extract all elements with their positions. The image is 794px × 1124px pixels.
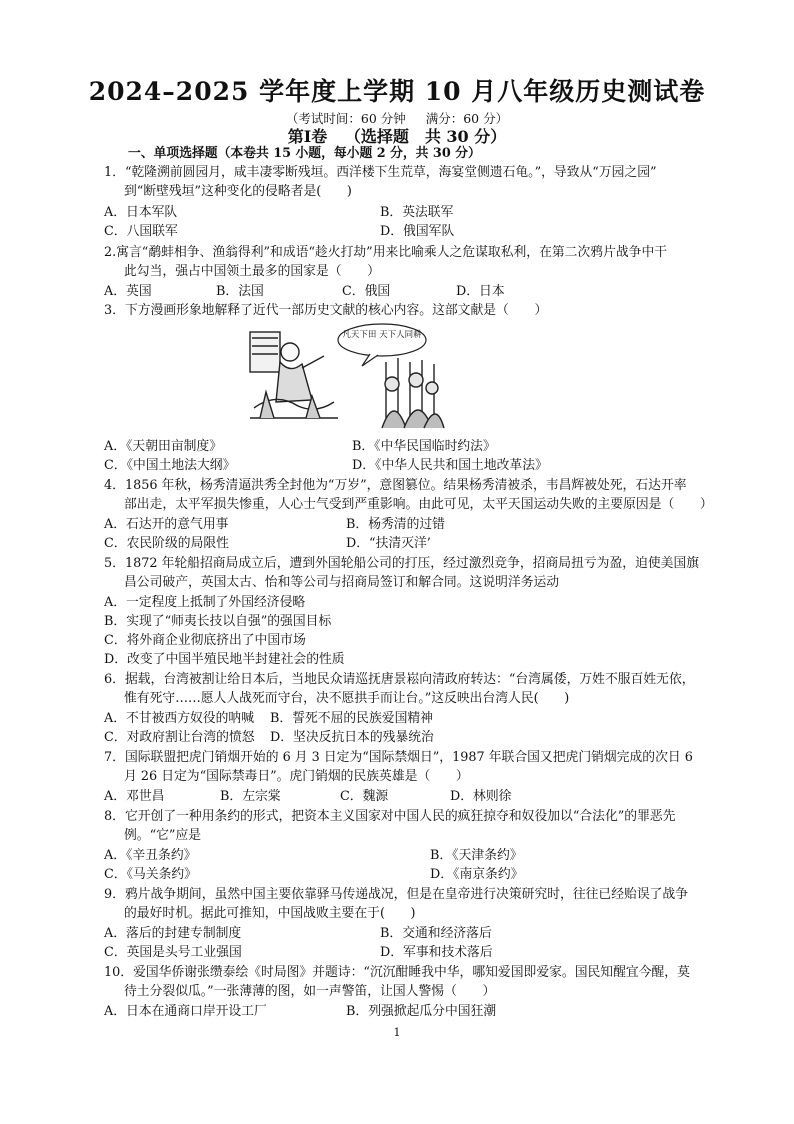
q10-stem-line2: 待土分裂似瓜。”一张薄薄的图，如一声警笛，让国人警惕（ ） <box>124 984 496 999</box>
q6-stem-line2: 惟有死守……愿人人战死而守台，决不愿拱手而让台。”这反映出台湾人民( ) <box>124 691 570 706</box>
page-number: 1 <box>393 1026 401 1039</box>
q1-option-d: D．俄国军队 <box>380 224 455 239</box>
q7-stem-line1: 7．国际联盟把虎门销烟开始的 6 月 3 日定为“国际禁烟日”，1987 年联合国又把虎门销烟完成的次日 6 <box>104 750 693 765</box>
q4-stem-line2: 部出走，太平军损失惨重，人心士气受到严重影响。由此可见，太平天国运动失败的主要原因是（ ） <box>124 497 713 512</box>
q3-option-d: D．《中华人民共和国土地改革法》 <box>352 458 548 473</box>
section-heading: 一、单项选择题（本卷共 15 小题，每小题 2 分，共 30 分） <box>128 146 481 161</box>
q8-option-b: B．《天津条约》 <box>430 848 523 863</box>
q6-stem-line1: 6．据载，台湾被割让给日本后，当地民众请巡抚唐景崧向清政府转达：“台湾属倭，万姓不服百姓无依， <box>104 672 695 687</box>
q5-stem-line1: 5．1872 年轮船招商局成立后，遭到外国轮船公司的打压，经过激烈竞争，招商局扭亏为盈，迫使美国旗 <box>104 556 700 571</box>
exam-score: 满分：60 分） <box>425 111 509 126</box>
q10-stem-line1: 10．爱国华侨谢张缵泰绘《时局图》并题诗：“沉沉酣睡我中华，哪知爱国即爱家。国民知醒宜今醒，莫 <box>104 965 690 980</box>
q9-option-d: D．军事和技术落后 <box>380 945 493 960</box>
q3-option-b: B．《中华民国临时约法》 <box>352 439 496 454</box>
land-system-cartoon <box>246 322 446 430</box>
cartoon-speech-text: 凡天下田 天下人同耕 <box>342 330 422 340</box>
q5-stem-line2: 昌公司破产，英国太古、怡和等公司与招商局签订和解合同。这说明洋务运动 <box>124 575 560 590</box>
q3-stem: 3．下方漫画形象地解释了近代一部历史文献的核心内容。这部文献是（ ） <box>104 303 548 318</box>
q10-option-b: B．列强掀起瓜分中国狂潮 <box>346 1004 497 1019</box>
part-heading <box>0 124 794 147</box>
q8-option-d: D．《南京条约》 <box>430 867 524 882</box>
q7-option-a: A．邓世昌 <box>104 789 165 804</box>
q2-stem-line1: 2.寓言“鹬蚌相争、渔翁得利”和成语“趁火打劫”用来比喻乘人之危谋取私利，在第二次鸦片战争中干 <box>104 245 668 260</box>
q9-option-c: C．英国是头号工业强国 <box>104 945 242 960</box>
q8-stem-line1: 8．它开创了一种用条约的形式，把资本主义国家对中国人民的疯狂掠夺和奴役加以“合法化”的罪恶先 <box>104 809 676 824</box>
exam-time: （考试时间：60 分钟 <box>285 111 406 126</box>
part-name: 第Ⅰ卷 <box>287 127 328 146</box>
q2-option-b: B．法国 <box>216 284 264 299</box>
q6-option-b: B．誓死不屈的民族爱国精神 <box>270 711 433 726</box>
q4-stem-line1: 4．1856 年秋，杨秀清逼洪秀全封他为“万岁”，意图篡位。结果杨秀清被杀，韦昌辉被处死，石达开率 <box>104 478 687 493</box>
q9-stem-line2: 的最好时机。据此可推知，中国战败主要在于( ) <box>124 906 416 921</box>
q1-stem-line1: 1．“乾隆溯前圆园月，咸丰凄零断残垣。西洋楼下生荒草，海宴堂侧遗石龟。”，导致从“万园之园” <box>104 165 657 180</box>
q9-option-b: B．交通和经济落后 <box>380 926 492 941</box>
q5-option-c: C．将外商企业彻底挤出了中国市场 <box>104 633 306 648</box>
q7-stem-line2: 月 26 日定为“国际禁毒日”。虎门销烟的民族英雄是（ ） <box>124 769 469 784</box>
q8-option-c: C．《马关条约》 <box>104 867 197 882</box>
q6-option-c: C．对政府割让台湾的愤怒 <box>104 730 255 745</box>
q2-option-d: D．日本 <box>456 284 505 299</box>
q2-stem-line2: 此勾当，强占中国领土最多的国家是（ ） <box>124 264 380 279</box>
q8-stem-line2: 例。“它”应是 <box>124 828 202 843</box>
q10-option-a: A．日本在通商口岸开设工厂 <box>104 1004 267 1019</box>
q2-option-a: A．英国 <box>104 284 152 299</box>
q5-option-a: A．一定程度上抵制了外国经济侵略 <box>104 595 306 610</box>
q1-option-c: C．八国联军 <box>104 224 178 239</box>
q4-option-b: B．杨秀清的过错 <box>346 517 445 532</box>
q4-option-d: D．“扶清灭洋’ <box>346 536 431 551</box>
q6-option-a: A．不甘被西方奴役的呐喊 <box>104 711 255 726</box>
q5-option-b: B．实现了“师夷长技以自强”的强国目标 <box>104 614 332 629</box>
q8-option-a: A．《辛丑条约》 <box>104 848 197 863</box>
q7-option-d: D．林则徐 <box>450 789 512 804</box>
q2-option-c: C．俄国 <box>342 284 391 299</box>
q9-option-a: A．落后的封建专制制度 <box>104 926 242 941</box>
exam-title: 2024–2025 学年度上学期 10 月八年级历史测试卷 <box>88 77 706 106</box>
q3-option-a: A．《天朝田亩制度》 <box>104 439 223 454</box>
q7-option-b: B．左宗棠 <box>220 789 281 804</box>
q1-option-b: B．英法联军 <box>380 205 454 220</box>
q4-option-a: A．石达开的意气用事 <box>104 517 229 532</box>
q1-stem-line2: 到“断壁残垣”这种变化的侵略者是( ) <box>124 184 352 199</box>
q7-option-c: C．魏源 <box>340 789 389 804</box>
part-desc: （选择题 共 30 分） <box>344 127 507 146</box>
q9-stem-line1: 9．鸦片战争期间，虽然中国主要依靠驿马传递战况，但是在皇帝进行决策研究时，往往已经贻误了战争 <box>104 887 689 902</box>
q3-option-c: C．《中国土地法大纲》 <box>104 458 236 473</box>
q1-option-a: A．日本军队 <box>104 205 178 220</box>
q5-option-d: D．改变了中国半殖民地半封建社会的性质 <box>104 652 345 667</box>
q6-option-d: D．坚决反抗日本的残暴统治 <box>270 730 434 745</box>
q4-option-c: C．农民阶级的局限性 <box>104 536 229 551</box>
